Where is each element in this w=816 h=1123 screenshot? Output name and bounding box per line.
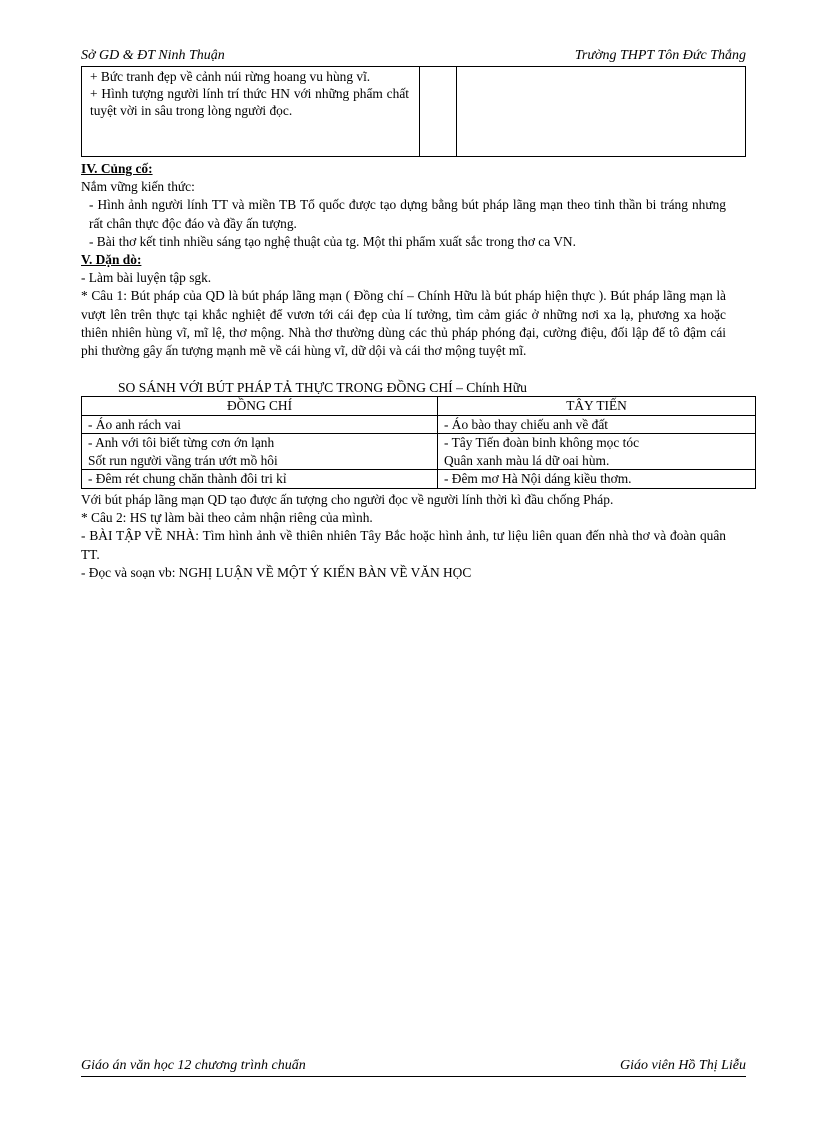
row-1-tay-tien: - Áo bào thay chiếu anh về đất: [438, 415, 756, 434]
row-3-dong-chi: - Đêm rét chung chăn thành đôi tri kỉ: [82, 470, 438, 489]
header-school-name: Trường THPT Tôn Đức Thắng: [574, 48, 746, 63]
empty-cell: [420, 67, 457, 156]
consolidation-point-1: - Hình ảnh người lính TT và miền TB Tổ quốc được tạo dựng bằng bút pháp lãng mạn theo tinh thần bi tráng nhưng rất chân thực độc đáo và đầy ấn tượng.: [89, 197, 726, 231]
table-row: [82, 434, 756, 470]
section-heading-homework: V. Dặn dò:: [81, 252, 142, 268]
comparison-title: SO SÁNH VỚI BÚT PHÁP TẢ THỰC TRONG ĐỒNG CHÍ – Chính Hữu: [118, 380, 527, 395]
page-footer: [81, 1058, 746, 1077]
footer-course: Giáo án văn học 12 chương trình chuẩn: [81, 1058, 306, 1073]
next-lesson-prep: - Đọc và soạn vb: NGHỊ LUẬN VỀ MỘT Ý KIẾN BÀN VỀ VĂN HỌC: [81, 564, 472, 580]
bullet-landscape: + Bức tranh đẹp về cảnh núi rừng hoang vu hùng vĩ.: [90, 69, 371, 84]
question-1-answer: * Câu 1: Bút pháp của QD là bút pháp lãng mạn ( Đồng chí – Chính Hữu là bút pháp hiện thực ). Bút pháp lãng mạn là vượt lên trên thực tại khắc nghiệt để vươn tới cái đẹp của lí tưởng, tìm cảm giác ở những nơi xa lạ, phương xa hoặc thiên nhiên hùng vĩ, mĩ lệ, thơ mộng. Nhà thơ thường dùng các thủ pháp phóng đại, cường điệu, đối lập để tô đậm cái phi thường gây ấn tượng mạnh mẽ về cái hùng vĩ, dữ dội và cái thơ mộng tuyệt mĩ.: [81, 288, 726, 359]
header-school-dept: Sở GD & ĐT Ninh Thuận: [81, 48, 225, 63]
continuation-cell: [82, 67, 420, 156]
table-row: [82, 470, 756, 489]
table-header-row: [82, 397, 756, 416]
comparison-table: [81, 396, 756, 489]
lesson-body: [81, 160, 726, 360]
comparison-conclusion: Với bút pháp lãng mạn QD tạo được ấn tượng cho người đọc về người lính thời kì đầu chống Pháp.: [81, 492, 614, 507]
row-1-dong-chi: - Áo anh rách vai: [82, 415, 438, 434]
bullet-soldier: + Hình tượng người lính trí thức HN với những phẩm chất tuyệt vời in sâu trong lòng người đọc.: [90, 86, 409, 118]
homework-item-1: - Làm bài luyện tập sgk.: [81, 270, 212, 286]
continuation-table: [81, 66, 746, 157]
closing-notes: [81, 491, 726, 582]
header-dong-chi: ĐỒNG CHÍ: [82, 397, 438, 416]
consolidation-intro: Nắm vững kiến thức:: [81, 179, 195, 195]
header-tay-tien: TÂY TIẾN: [438, 397, 756, 416]
question-2-answer: * Câu 2: HS tự làm bài theo cảm nhận riêng của mình.: [81, 510, 373, 526]
homework-assignment: - BÀI TẬP VỀ NHÀ: Tìm hình ảnh về thiên nhiên Tây Bắc hoặc hình ảnh, tư liệu liên quan đến nhà thơ và đoàn quân TT.: [81, 528, 726, 562]
row-3-tay-tien: - Đêm mơ Hà Nội dáng kiều thơm.: [438, 470, 756, 489]
row-2-tay-tien: - Tây Tiến đoàn binh không mọc tóc Quân xanh màu lá dữ oai hùm.: [438, 434, 756, 470]
consolidation-point-2: - Bài thơ kết tinh nhiều sáng tạo nghệ thuật của tg. Một thi phẩm xuất sắc trong thơ ca VN.: [89, 233, 576, 249]
page-header: [81, 48, 746, 67]
row-2-dong-chi: - Anh với tôi biết từng cơn ớn lạnh Sốt run người vầng trán ướt mồ hôi: [82, 434, 438, 470]
footer-teacher: Giáo viên Hồ Thị Liễu: [620, 1058, 746, 1073]
section-heading-consolidation: IV. Củng cố:: [81, 161, 153, 176]
table-row: [82, 415, 756, 434]
